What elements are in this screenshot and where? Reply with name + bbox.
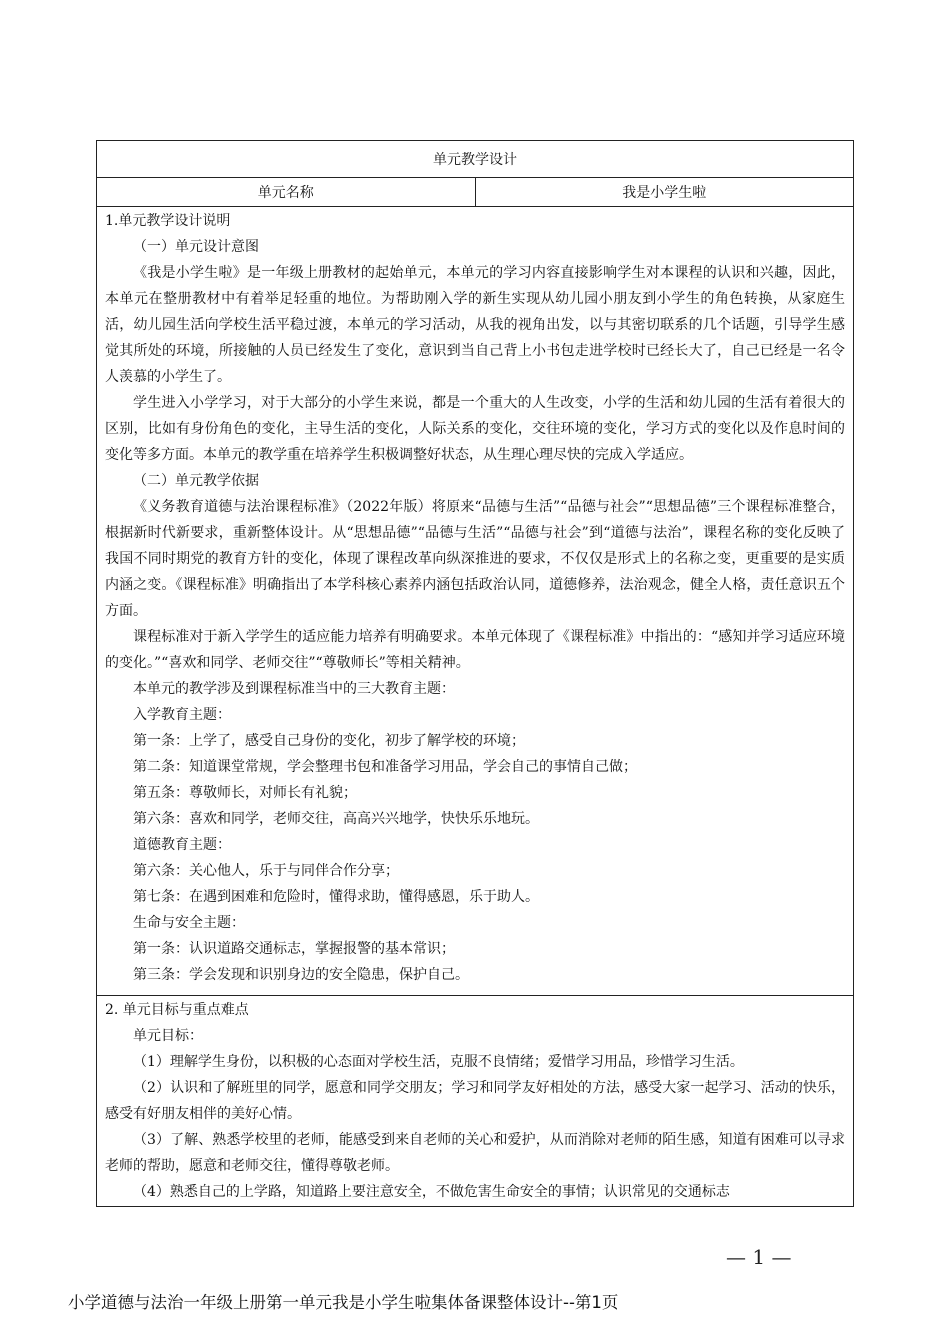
page-number: — 1 — [726, 1245, 792, 1269]
theme-item: 第五条：尊敬师长，对师长有礼貌； [133, 785, 357, 801]
theme-heading: 道德教育主题： [133, 837, 231, 853]
subheading-basis: （二）单元教学依据 [133, 473, 259, 489]
theme-item: 第二条：知道课堂常规，学会整理书包和准备学习用品，学会自己的事情自己做； [133, 759, 637, 775]
paragraph: 《我是小学生啦》是一年级上册教材的起始单元，本单元的学习内容直接影响学生对本课程的认识和兴趣，因此，本单元在整册教材中有着举足轻重的地位。为帮助刚入学的新生实现从幼儿园小朋友到小学生的角色转换，从家庭生活，幼儿园生活向学校生活平稳过渡，本单元的学习活动，从我的视角出发，以与其密切联系的几个话题，引导学生感觉其所处的环境，所接触的人员已经发生了变化，意识到当自己背上小书包走进学校时已经长大了，自己已经是一名令人羡慕的小学生了。 [105, 265, 845, 385]
goal-item: （1）理解学生身份，以积极的心态面对学校生活，克服不良情绪；爱惜学习用品，珍惜学习生活。 [133, 1054, 744, 1070]
goal-item: （4）熟悉自己的上学路，知道路上要注意安全，不做危害生命安全的事情；认识常见的交通标志 [133, 1184, 730, 1200]
theme-item: 第一条：上学了，感受自己身份的变化，初步了解学校的环境； [133, 733, 525, 749]
section-1-cell [97, 207, 854, 996]
goal-item: （3）了解、熟悉学校里的老师，能感受到来自老师的关心和爱护，从而消除对老师的陌生感，知道有困难可以寻求老师的帮助，愿意和老师交往，懂得尊敬老师。 [105, 1132, 845, 1174]
section-1-heading: 1.单元教学设计说明 [105, 213, 231, 229]
theme-item: 第三条：学会发现和识别身边的安全隐患，保护自己。 [133, 967, 469, 983]
table-title: 单元教学设计 [97, 141, 854, 178]
theme-item: 第一条：认识道路交通标志，掌握报警的基本常识； [133, 941, 455, 957]
theme-heading: 入学教育主题： [133, 707, 231, 723]
section-2-heading: 2. 单元目标与重点难点 [105, 1002, 249, 1018]
unit-name-value: 我是小学生啦 [475, 178, 854, 207]
section-2-cell [97, 996, 854, 1207]
theme-item: 第六条：喜欢和同学，老师交往，高高兴兴地学，快快乐乐地玩。 [133, 811, 539, 827]
design-table [96, 140, 854, 1207]
paragraph: 《义务教育道德与法治课程标准》（2022年版）将原来“品德与生活”“品德与社会”“思想品德”三个课程标准整合，根据新时代新要求，重新整体设计。从“思想品德”“品德与生活”“品德与社会”到“道德与法治”，课程名称的变化反映了我国不同时期党的教育方针的变化，体现了课程改革向纵深推进的要求，不仅仅是形式上的名称之变，更重要的是实质内涵之变。《课程标准》明确指出了本学科核心素养内涵包括政治认同，道德修养，法治观念，健全人格，责任意识五个方面。 [105, 499, 845, 619]
theme-item: 第七条：在遇到困难和危险时，懂得求助，懂得感恩，乐于助人。 [133, 889, 539, 905]
paragraph: 本单元的教学涉及到课程标准当中的三大教育主题： [133, 681, 455, 697]
theme-heading: 生命与安全主题： [133, 915, 245, 931]
goals-subheading: 单元目标： [133, 1028, 203, 1044]
paragraph: 课程标准对于新入学学生的适应能力培养有明确要求。本单元体现了《课程标准》中指出的：“感知并学习适应环境的变化。”“喜欢和同学、老师交往”“尊敬师长”等相关精神。 [105, 629, 845, 671]
goal-item: （2）认识和了解班里的同学，愿意和同学交朋友；学习和同学友好相处的方法，感受大家一起学习、活动的快乐，感受有好朋友相伴的美好心情。 [105, 1080, 845, 1122]
footer-caption: 小学道德与法治一年级上册第一单元我是小学生啦集体备课整体设计--第1页 [68, 1293, 619, 1312]
theme-item: 第六条：关心他人，乐于与同伴合作分享； [133, 863, 399, 879]
subheading-intent: （一）单元设计意图 [133, 239, 259, 255]
paragraph: 学生进入小学学习，对于大部分的小学生来说，都是一个重大的人生改变，小学的生活和幼儿园的生活有着很大的区别，比如有身份角色的变化，主导生活的变化，人际关系的变化，交往环境的变化，学习方式的变化以及作息时间的变化等多方面。本单元的教学重在培养学生积极调整好状态，从生理心理尽快的完成入学适应。 [105, 395, 845, 463]
unit-name-label: 单元名称 [97, 178, 476, 207]
